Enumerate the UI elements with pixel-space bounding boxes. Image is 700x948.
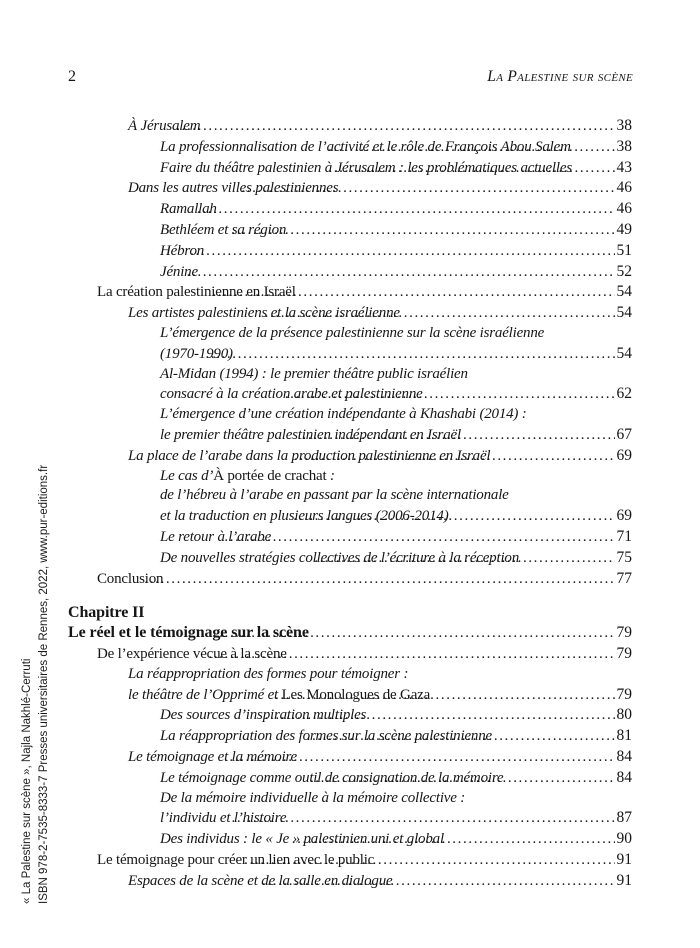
toc-entry (68, 384, 632, 405)
toc-entry-page: 84 (616, 747, 632, 765)
toc-entry-title: Faire du théâtre palestinien à Jérusalem : les problématiques actuelles (160, 159, 572, 176)
dot-leader (310, 769, 615, 789)
toc-entry-title: Des individus : le « Je » palestinien uni et global (160, 831, 444, 848)
toc-entry (68, 644, 632, 665)
dot-leader (145, 570, 615, 590)
table-of-contents (68, 116, 632, 891)
toc-entry (68, 506, 632, 527)
toc-entry-title: Dans les autres villes palestiniennes (128, 180, 339, 197)
toc-entry-title: (1970-1990) (160, 345, 233, 362)
toc-entry-title: De l’expérience vécue à la scène (97, 645, 287, 662)
toc-entry (68, 705, 632, 726)
toc-entry-title: Espaces de la scène et de la salle en dialogue (128, 872, 393, 889)
running-header-title: La Palestine sur scène (487, 68, 633, 85)
dot-leader (328, 159, 614, 179)
toc-entry-page: 43 (616, 158, 632, 176)
toc-entry (68, 137, 632, 158)
dot-leader (206, 345, 615, 365)
toc-entry-title: La professionnalisation de l’activité et le rôle de François Abou Salem (160, 138, 571, 155)
toc-entry-title: L’émergence d’une création indépendante à Khashabi (2014) : (160, 406, 527, 423)
toc-entry-title: l’individu et l’histoire (160, 810, 287, 827)
toc-entry-page: 46 (616, 179, 632, 197)
toc-entry (68, 486, 632, 506)
toc-entry (68, 446, 632, 467)
toc-entry (68, 665, 632, 685)
toc-entry (68, 262, 632, 283)
toc-entry-page: 75 (616, 548, 632, 566)
toc-entry-page: 38 (616, 117, 632, 134)
dot-leader (187, 263, 615, 283)
toc-entry (68, 220, 632, 241)
toc-entry-title: L’émergence de la présence palestinienne sur la scène israélienne (160, 324, 545, 341)
toc-entry-page: 84 (616, 768, 632, 786)
dot-leader (275, 686, 614, 706)
dot-leader (265, 706, 615, 726)
toc-entry (68, 405, 632, 425)
dot-leader (307, 727, 615, 747)
dot-leader (244, 851, 614, 871)
toc-entry (68, 569, 632, 590)
dot-leader (241, 179, 614, 199)
toc-entry-page: 69 (616, 446, 632, 464)
toc-entry-page: 91 (616, 850, 632, 868)
toc-entry-title: et la traduction en plusieurs langues (2006-2014) (160, 508, 449, 525)
toc-entry-page: 49 (616, 220, 632, 238)
toc-entry-title: Le cas d’À portée de crachat : (160, 467, 335, 484)
dot-leader (224, 748, 614, 768)
dot-leader (212, 283, 614, 303)
toc-entry-title: Le réel et le témoignage sur la scène (68, 624, 309, 642)
dot-leader (297, 426, 614, 446)
toc-entry-page: 79 (616, 624, 632, 642)
toc-entry-title: De la mémoire individuelle à la mémoire collective : (160, 789, 466, 806)
toc-entry-page: 67 (616, 425, 632, 443)
toc-entry (68, 303, 632, 324)
dot-leader (176, 117, 614, 137)
dot-leader (294, 447, 614, 467)
dot-leader (231, 221, 614, 241)
toc-entry-title: Chapitre II (68, 604, 145, 622)
dot-leader (197, 200, 614, 220)
toc-entry (68, 199, 632, 220)
toc-entry (68, 808, 632, 829)
dot-leader (285, 385, 615, 405)
toc-entry-title: La réappropriation des formes sur la scène palestinienne (160, 728, 492, 745)
toc-entry-page: 90 (616, 830, 632, 848)
toc-entry-title: Hébron (160, 242, 205, 259)
toc-entry (68, 850, 632, 871)
toc-entry (68, 178, 632, 199)
dot-leader (293, 507, 614, 527)
toc-entry-page: 87 (616, 809, 632, 827)
stamp-isbn-publisher: ISBN 978-2-7535-8333-7 Presses universitaires de Rennes, 2022, www.pur-editions.fr (37, 464, 50, 904)
toc-entry-page: 46 (616, 200, 632, 218)
toc-entry-title: De nouvelles stratégies collectives de l’écriture à la réception (160, 549, 520, 566)
dot-leader (262, 872, 614, 892)
toc-entry (68, 829, 632, 850)
toc-entry-title: Bethléem et sa région (160, 221, 287, 238)
toc-entry-page: 91 (616, 871, 632, 889)
toc-entry (68, 768, 632, 789)
toc-entry-title: de l’hébreu à l’arabe en passant par la scène internationale (160, 487, 509, 504)
toc-entry-title: Al-Midan (1994) : le premier théâtre public israélien (160, 365, 468, 382)
toc-entry (68, 425, 632, 446)
toc-entry (68, 158, 632, 179)
stamp-title-author: « La Palestine sur scène », Najla Nakhlé-Cerruti (21, 658, 33, 904)
dot-leader (208, 623, 614, 644)
toc-entry-title: La réappropriation des formes pour témoigner : (128, 665, 409, 682)
toc-entry-title: Ramallah (160, 201, 217, 218)
dot-leader (224, 528, 614, 548)
toc-entry (68, 527, 632, 548)
toc-entry (68, 603, 632, 623)
toc-entry-page: 80 (616, 706, 632, 724)
toc-entry (68, 344, 632, 365)
toc-entry (68, 116, 632, 137)
toc-entry-title: le premier théâtre palestinien indépendant en Israël (160, 426, 461, 443)
toc-entry-page: 62 (616, 385, 632, 403)
toc-entry-page: 54 (616, 344, 632, 362)
toc-entry (68, 282, 632, 303)
toc-entry (68, 871, 632, 892)
toc-entry (68, 685, 632, 706)
toc-entry (68, 623, 632, 644)
toc-entry-title: Le témoignage comme outil de consignation de la mémoire (160, 769, 504, 786)
page-number: 2 (68, 68, 76, 85)
toc-entry-page: 81 (616, 727, 632, 745)
toc-entry-title: À Jérusalem (128, 118, 201, 134)
toc-entry-page: 71 (616, 527, 632, 545)
toc-entry (68, 747, 632, 768)
dot-leader (190, 242, 614, 262)
toc-entry (68, 467, 632, 487)
toc-entry-title: Jénine (160, 263, 198, 280)
toc-entry (68, 789, 632, 809)
toc-entry-title: Des sources d’inspiration multiples (160, 707, 367, 724)
toc-entry-page: 79 (616, 644, 632, 662)
toc-entry (68, 241, 632, 262)
toc-entry-page: 69 (616, 507, 632, 525)
dot-leader (265, 304, 615, 324)
toc-entry (68, 365, 632, 385)
copyright-stamp (19, 382, 52, 904)
toc-entry (68, 548, 632, 569)
toc-entry-title: consacré à la création arabe et palestinienne (160, 386, 423, 403)
toc-entry (68, 324, 632, 344)
toc-entry-page: 79 (616, 685, 632, 703)
toc-entry-page: 51 (616, 241, 632, 259)
dot-leader (231, 809, 614, 829)
toc-entry-page: 77 (616, 569, 632, 587)
toc-entry-title: Le retour à l’arabe (160, 528, 272, 545)
toc-entry-page: 54 (616, 304, 632, 322)
toc-entry-title: La création palestinienne en Israël (97, 284, 296, 301)
toc-entry-title: Le témoignage et la mémoire (128, 748, 298, 765)
toc-entry-title: Les artistes palestiniens et la scène israélienne (128, 305, 400, 322)
toc-entry-page: 38 (616, 137, 632, 155)
dot-leader (314, 549, 614, 569)
dot-leader (208, 645, 614, 665)
running-head (68, 68, 633, 86)
dot-leader (328, 138, 614, 158)
toc-entry-page: 54 (616, 283, 632, 301)
toc-entry (68, 726, 632, 747)
toc-entry-title: Conclusion (97, 570, 164, 587)
dot-leader (292, 830, 615, 850)
toc-entry-title: le théâtre de l’Opprimé et Les Monologues de Gaza (128, 686, 431, 703)
toc-entry-title: La place de l’arabe dans la production palestinienne en Israël (128, 447, 491, 464)
toc-entry-title: Le témoignage pour créer un lien avec le public (97, 851, 375, 868)
toc-entry-page: 52 (616, 262, 632, 280)
